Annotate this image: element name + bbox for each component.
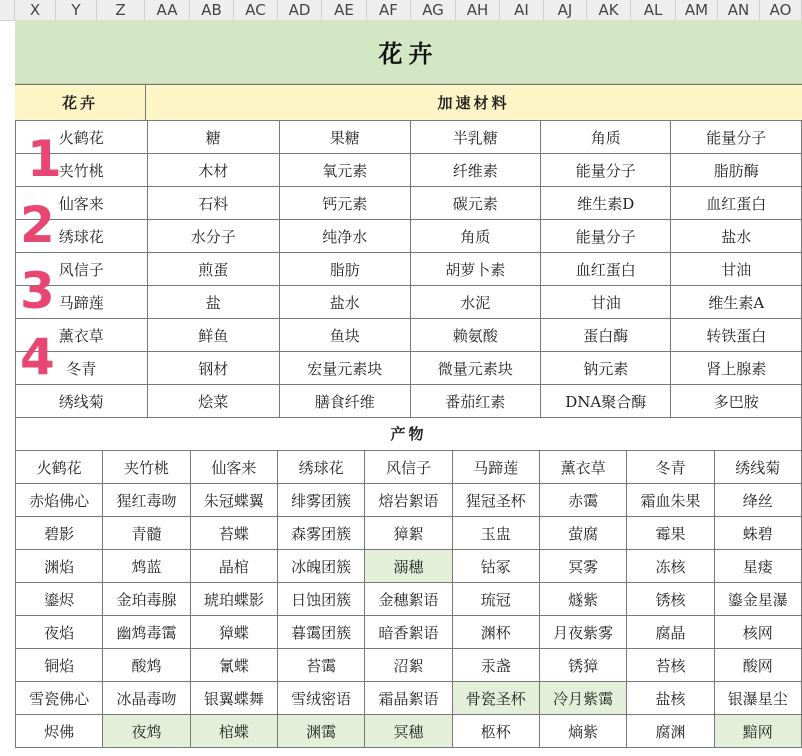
flower-name-cell[interactable]: 绣线菊 [16,385,148,418]
material-cell[interactable]: 蛋白酶 [540,319,670,352]
product-cell[interactable]: 冻核 [627,550,714,583]
material-cell[interactable]: 鱼块 [280,319,410,352]
column-header-cell[interactable]: X [15,0,56,20]
material-table [15,120,802,418]
product-cell[interactable]: 青髓 [103,517,190,550]
product-cell[interactable]: 星瘘 [714,550,801,583]
column-header-cell [0,0,15,20]
product-row [16,682,802,715]
column-header-cell[interactable]: AJ [544,0,587,20]
product-cell[interactable]: 烬佛 [16,715,103,748]
product-cell[interactable]: 玉盅 [452,517,539,550]
annotation-number: 3 [20,262,55,320]
product-cell[interactable]: 金珀毒腺 [103,583,190,616]
material-cell[interactable]: 水分子 [147,220,280,253]
product-cell[interactable]: 银翼蝶舞 [190,682,277,715]
product-column-header[interactable]: 夹竹桃 [103,451,190,484]
material-cell[interactable]: 鲜鱼 [147,319,280,352]
material-row [16,121,802,154]
material-cell[interactable]: 脂肪酶 [671,154,802,187]
product-row [16,583,802,616]
product-cell[interactable]: 鎏金星瀑 [714,583,801,616]
column-header-cell[interactable]: AC [234,0,278,20]
material-cell[interactable]: 赖氨酸 [410,319,540,352]
product-row [16,484,802,517]
product-cell[interactable]: 核网 [714,616,801,649]
material-cell[interactable]: 甘油 [540,286,670,319]
material-header-row [15,84,802,121]
material-cell[interactable]: 能量分子 [540,220,670,253]
material-cell[interactable]: 烩菜 [147,385,280,418]
product-cell[interactable]: 氰蝶 [190,649,277,682]
product-cell[interactable]: 盐核 [627,682,714,715]
product-cell[interactable]: 柩杯 [452,715,539,748]
spreadsheet [15,20,802,756]
product-cell[interactable]: 腐渊 [627,715,714,748]
flower-name-cell[interactable]: 绣球花 [16,220,148,253]
material-cell[interactable]: 转铁蛋白 [671,319,802,352]
product-cell[interactable]: 雪瓷佛心 [16,682,103,715]
product-cell[interactable]: 冰魄团簇 [277,550,364,583]
product-cell[interactable]: 朱冠蝶翼 [190,484,277,517]
product-cell[interactable]: 汞盏 [452,649,539,682]
product-row [16,616,802,649]
material-cell[interactable]: 水泥 [410,286,540,319]
product-cell[interactable]: 沼絮 [365,649,452,682]
product-column-header[interactable]: 薰衣草 [539,451,626,484]
product-cell[interactable]: 森雾团簇 [277,517,364,550]
product-row [16,715,802,748]
product-column-header[interactable]: 马蹄莲 [452,451,539,484]
flower-name-cell[interactable]: 夹竹桃 [16,154,148,187]
product-column-header[interactable]: 冬青 [627,451,714,484]
flower-column-header: 花卉 [15,85,146,120]
product-cell[interactable]: 锈獐 [539,649,626,682]
product-cell[interactable]: 溺穗 [365,550,452,583]
product-cell[interactable]: 晶棺 [190,550,277,583]
material-cell[interactable]: 肾上腺素 [671,352,802,385]
material-cell[interactable]: 血红蛋白 [540,253,670,286]
column-header-cell[interactable]: AH [456,0,500,20]
flower-name-cell[interactable]: 薰衣草 [16,319,148,352]
material-cell[interactable]: 半乳糖 [410,121,540,154]
material-cell[interactable]: 煎蛋 [147,253,280,286]
product-cell[interactable]: 渊霭 [277,715,364,748]
product-cell[interactable]: 苔蝶 [190,517,277,550]
material-cell[interactable]: 盐 [147,286,280,319]
product-cell[interactable]: 鸩蓝 [103,550,190,583]
product-cell[interactable]: 燧紫 [539,583,626,616]
annotation-number: 1 [27,130,62,188]
product-cell[interactable]: 幽鸩毒霭 [103,616,190,649]
material-cell[interactable]: 石料 [147,187,280,220]
material-cell[interactable]: 碳元素 [410,187,540,220]
product-cell[interactable]: 琥珀蝶影 [190,583,277,616]
product-cell[interactable]: 冷月紫霭 [539,682,626,715]
column-header-cell[interactable]: AG [411,0,456,20]
materials-column-header: 加速材料 [437,94,510,112]
material-cell[interactable]: 微量元素块 [410,352,540,385]
material-cell[interactable]: 甘油 [671,253,802,286]
product-cell[interactable]: 渊焰 [16,550,103,583]
material-cell[interactable]: 盐水 [671,220,802,253]
page-title: 花卉 [15,20,802,84]
material-cell[interactable]: 盐水 [280,286,410,319]
material-cell[interactable]: 维生素D [540,187,670,220]
product-cell[interactable]: 骨瓷圣杯 [452,682,539,715]
column-header-cell[interactable]: AN [718,0,760,20]
product-row [16,649,802,682]
product-cell[interactable]: 蛛碧 [714,517,801,550]
product-cell[interactable]: 月夜紫雾 [539,616,626,649]
material-row [16,154,802,187]
product-cell[interactable]: 金穗絮语 [365,583,452,616]
product-cell[interactable]: 霜晶絮语 [365,682,452,715]
product-cell[interactable]: 棺蝶 [190,715,277,748]
product-cell[interactable]: 暗香絮语 [365,616,452,649]
products-header: 产物 [15,417,802,450]
material-cell[interactable]: 纯净水 [280,220,410,253]
product-cell[interactable]: 琉冠 [452,583,539,616]
material-cell[interactable]: DNA聚合酶 [540,385,670,418]
material-cell[interactable]: 番茄红素 [410,385,540,418]
flower-name-cell[interactable]: 仙客来 [16,187,148,220]
product-table [15,450,802,748]
product-cell[interactable]: 暮霭团簇 [277,616,364,649]
material-cell[interactable]: 果糖 [280,121,410,154]
column-header-cell[interactable]: AO [760,0,802,20]
product-cell[interactable]: 钴冢 [452,550,539,583]
material-cell[interactable]: 钙元素 [280,187,410,220]
material-cell[interactable]: 氧元素 [280,154,410,187]
material-row [16,352,802,385]
product-cell[interactable]: 夜焰 [16,616,103,649]
product-cell[interactable]: 冰晶毒吻 [103,682,190,715]
material-row [16,187,802,220]
flower-name-cell[interactable]: 风信子 [16,253,148,286]
material-cell[interactable]: 钠元素 [540,352,670,385]
material-row [16,220,802,253]
column-header-bar [0,0,802,21]
product-cell[interactable]: 霉果 [627,517,714,550]
product-cell[interactable]: 渊杯 [452,616,539,649]
material-cell[interactable]: 角质 [410,220,540,253]
product-cell[interactable]: 猩冠圣杯 [452,484,539,517]
product-cell[interactable]: 猩红毒吻 [103,484,190,517]
annotation-number: 2 [20,196,55,254]
material-cell[interactable]: 钢材 [147,352,280,385]
product-cell[interactable]: 冥穗 [365,715,452,748]
product-cell[interactable]: 苔核 [627,649,714,682]
product-row [16,517,802,550]
flower-name-cell[interactable]: 马蹄莲 [16,286,148,319]
material-cell[interactable]: 膳食纤维 [280,385,410,418]
material-cell[interactable]: 纤维素 [410,154,540,187]
product-cell[interactable]: 鎏烬 [16,583,103,616]
column-header-cell[interactable]: Z [97,0,145,20]
material-row [16,253,802,286]
column-header-cell[interactable]: AA [145,0,190,20]
product-cell[interactable]: 苔霭 [277,649,364,682]
product-cell[interactable]: 冥雾 [539,550,626,583]
material-cell[interactable]: 血红蛋白 [671,187,802,220]
column-header-cell[interactable]: AE [322,0,367,20]
product-column-header[interactable]: 火鹤花 [16,451,103,484]
column-header-cell[interactable]: AM [676,0,718,20]
material-cell[interactable]: 木材 [147,154,280,187]
column-header-cell[interactable]: AB [190,0,234,20]
column-header-cell[interactable]: AL [631,0,676,20]
product-cell[interactable]: 铜焰 [16,649,103,682]
product-column-header[interactable]: 绣球花 [277,451,364,484]
product-cell[interactable]: 锈核 [627,583,714,616]
product-cell[interactable]: 赤霭 [539,484,626,517]
material-row [16,385,802,418]
material-cell[interactable]: 角质 [540,121,670,154]
material-cell[interactable]: 胡萝卜素 [410,253,540,286]
product-cell[interactable]: 萤腐 [539,517,626,550]
material-cell[interactable]: 宏量元素块 [280,352,410,385]
column-header-cell[interactable]: AD [278,0,322,20]
column-header-cell[interactable]: AF [367,0,411,20]
material-row [16,286,802,319]
product-cell[interactable]: 熔岩絮语 [365,484,452,517]
product-cell[interactable]: 獐蝶 [190,616,277,649]
flower-name-cell[interactable]: 火鹤花 [16,121,148,154]
material-cell[interactable]: 维生素A [671,286,802,319]
product-cell[interactable]: 日蚀团簇 [277,583,364,616]
column-header-cell[interactable]: Y [56,0,97,20]
product-cell[interactable]: 霜血朱果 [627,484,714,517]
product-cell[interactable]: 绛丝 [714,484,801,517]
material-row [16,319,802,352]
annotation-number: 4 [20,328,55,386]
product-column-header[interactable]: 风信子 [365,451,452,484]
material-cell[interactable]: 糖 [147,121,280,154]
material-cell[interactable]: 多巴胺 [671,385,802,418]
product-column-header-row [16,451,802,484]
material-cell[interactable]: 能量分子 [540,154,670,187]
product-row [16,550,802,583]
product-cell[interactable]: 银瀑星尘 [714,682,801,715]
product-cell[interactable]: 赤焰佛心 [16,484,103,517]
column-header-cell[interactable]: AI [500,0,544,20]
column-header-cell[interactable]: AK [587,0,631,20]
product-cell[interactable]: 腐晶 [627,616,714,649]
product-cell[interactable]: 獐絮 [365,517,452,550]
product-column-header[interactable]: 绣线菊 [714,451,801,484]
material-cell[interactable]: 能量分子 [671,121,802,154]
product-cell[interactable]: 酸网 [714,649,801,682]
flower-name-cell[interactable]: 冬青 [16,352,148,385]
product-cell[interactable]: 绯雾团簇 [277,484,364,517]
product-column-header[interactable]: 仙客来 [190,451,277,484]
material-cell[interactable]: 脂肪 [280,253,410,286]
product-cell[interactable]: 雪绒密语 [277,682,364,715]
product-cell[interactable]: 熵紫 [539,715,626,748]
product-cell[interactable]: 酸鸩 [103,649,190,682]
product-cell[interactable]: 夜鸩 [103,715,190,748]
product-cell[interactable]: 碧影 [16,517,103,550]
product-cell[interactable]: 黯网 [714,715,801,748]
